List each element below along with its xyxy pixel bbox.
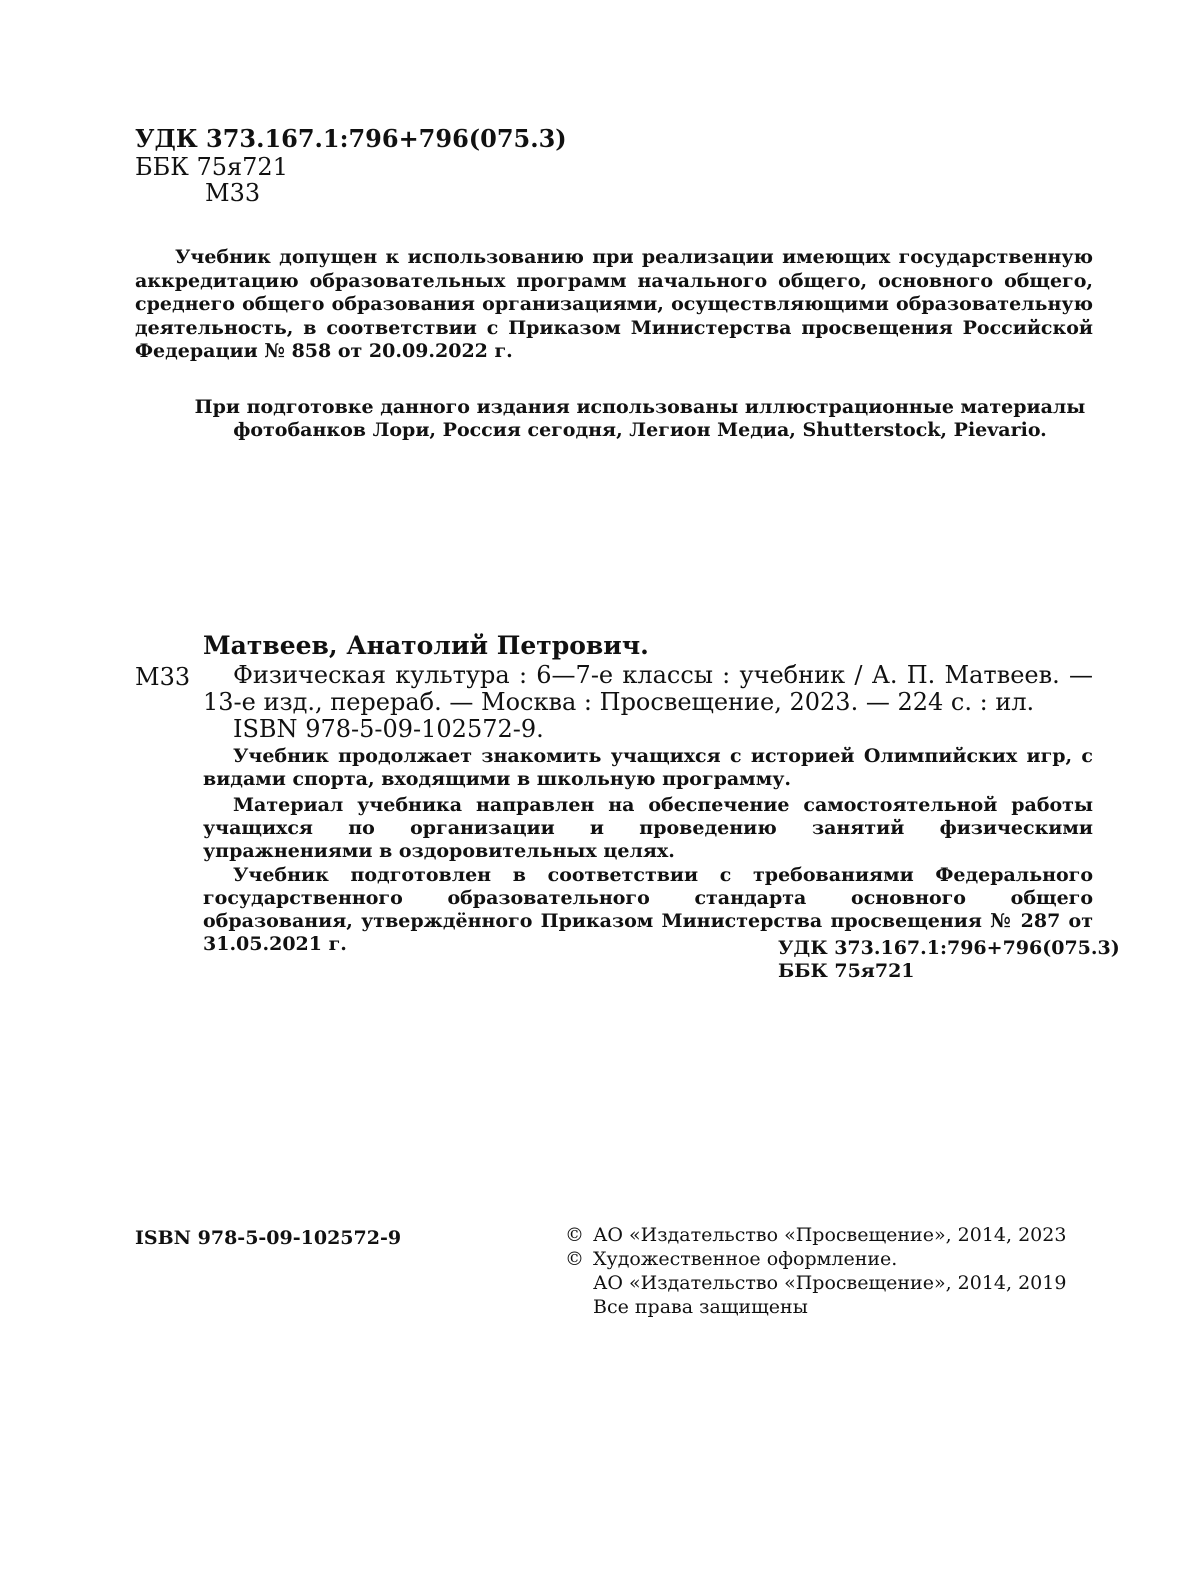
- udk-code-top: УДК 373.167.1:796+796(075.3): [135, 124, 567, 153]
- copyright-mark-1: ©: [565, 1224, 584, 1246]
- footer-isbn: ISBN 978-5-09-102572-9: [135, 1227, 402, 1249]
- copyright-line-1: [565, 1223, 1093, 1247]
- record-author-mark: М33: [135, 663, 191, 691]
- rights-text: Все права защищены: [593, 1296, 808, 1318]
- bbk-code-top: ББК 75я721: [135, 153, 288, 181]
- record-isbn: ISBN 978-5-09-102572-9.: [233, 715, 544, 743]
- copyright-text-3: АО «Издательство «Просвещение», 2014, 2019: [593, 1272, 1067, 1294]
- annotation-paragraph-1: Учебник продолжает знакомить учащихся с историей Олимпийских игр, с видами спорта, входящими в школьную программу.: [203, 745, 1093, 790]
- annotation-paragraph-3: Учебник подготовлен в соответствии с требованиями Федерального государственного образовательного стандарта основного общего образования, утверждённого Приказом Министерства просвещения № 287 от 31.05.2021 г.: [203, 864, 1093, 955]
- author-mark-top: М33: [205, 179, 261, 207]
- copyright-text-1: АО «Издательство «Просвещение», 2014, 2023: [593, 1224, 1067, 1246]
- record-description: Физическая культура : 6—7-е классы : учебник / А. П. Матвеев. — 13-е изд., перераб. — Москва : Просвещение, 2023. — 224 с. : ил.: [203, 661, 1093, 716]
- bbk-code-bottom: ББК 75я721: [778, 960, 915, 982]
- record-author: Матвеев, Анатолий Петрович.: [203, 631, 649, 660]
- rights-line: [565, 1295, 1093, 1319]
- udk-code-bottom: УДК 373.167.1:796+796(075.3): [778, 937, 1120, 959]
- illustrations-line-1: При подготовке данного издания использованы иллюстрационные материалы: [194, 396, 1086, 418]
- annotation-paragraph-2: Материал учебника направлен на обеспечение самостоятельной работы учащихся по организации и проведению занятий физическими упражнениями в оздоровительных целях.: [203, 794, 1093, 862]
- illustrations-credit: [190, 396, 1090, 442]
- copyright-line-3: [565, 1271, 1093, 1295]
- copyright-block: [565, 1223, 1093, 1319]
- copyright-line-2: [565, 1247, 1093, 1271]
- copyright-text-2: Художественное оформление.: [593, 1248, 898, 1270]
- copyright-mark-2: ©: [565, 1248, 584, 1270]
- approval-paragraph: Учебник допущен к использованию при реализации имеющих государственную аккредитацию образовательных программ начального общего, основного общего, среднего общего образования организациями, осуществляющими образовательную деятельность, в соответствии с Приказом Министерства просвещения Российской Федерации № 858 от 20.09.2022 г.: [135, 246, 1093, 362]
- illustrations-line-2: фотобанков Лори, Россия сегодня, Легион Медиа, Shutterstock, Pievario.: [233, 419, 1047, 441]
